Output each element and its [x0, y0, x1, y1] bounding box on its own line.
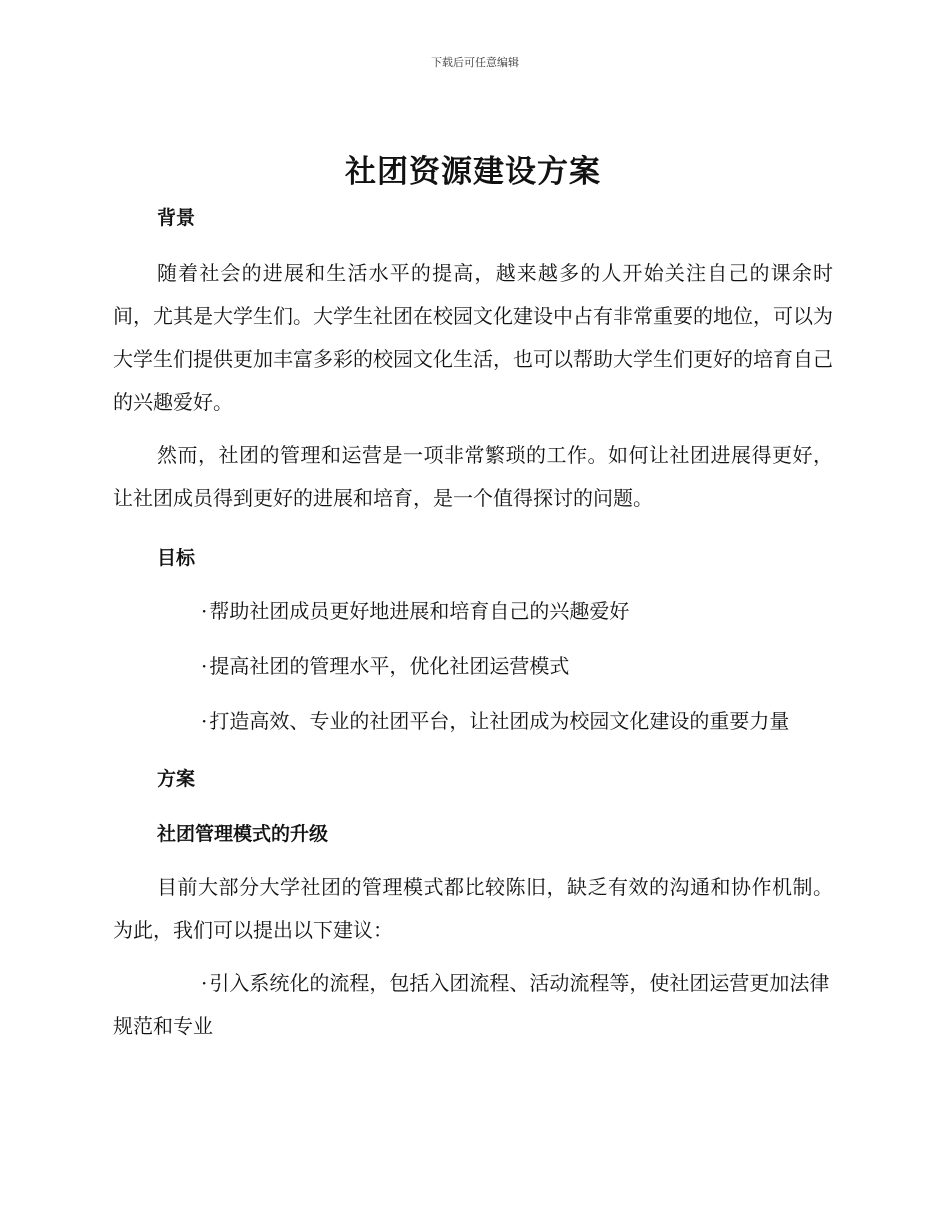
paragraph-background-2: 然而，社团的管理和运营是一项非常繁琐的工作。如何让社团进展得更好，让社团成员得到更好的进展和培育，是一个值得探讨的问题。: [113, 443, 833, 510]
goal-item-text: 帮助社团成员更好地进展和培育自己的兴趣爱好: [209, 599, 630, 623]
goal-item-2: [113, 645, 833, 688]
goal-item-text: 打造高效、专业的社团平台，让社团成为校园文化建设的重要力量: [209, 709, 790, 733]
plan-item-text: 引入系统化的流程，包括入团流程、活动流程等，使社团运营更加法律规范和专业: [113, 971, 830, 1038]
heading-plan: 方案: [157, 768, 196, 790]
plan-item-1: [113, 962, 833, 1048]
header-note: 下载后可任意编辑: [431, 56, 519, 69]
paragraph-plan-1: 目前大部分大学社团的管理模式都比较陈旧，缺乏有效的沟通和协作机制。为此，我们可以提出以下建议：: [113, 875, 833, 942]
bullet-mark: ·: [201, 599, 208, 623]
document-title: 社团资源建设方案: [345, 154, 601, 190]
heading-goal: 目标: [157, 547, 196, 569]
paragraph-background-1: 随着社会的进展和生活水平的提高，越来越多的人开始关注自己的课余时间，尤其是大学生们。大学生社团在校园文化建设中占有非常重要的地位，可以为大学生们提供更加丰富多彩的校园文化生活，也可以帮助大学生们更好的培育自己的兴趣爱好。: [113, 261, 833, 414]
bullet-mark: ·: [201, 654, 208, 678]
bullet-mark: ·: [201, 709, 208, 733]
goal-item-text: 提高社团的管理水平，优化社团运营模式: [209, 654, 570, 678]
goal-item-1: [113, 590, 833, 633]
goal-item-3: [113, 700, 833, 743]
heading-plan-sub: 社团管理模式的升级: [157, 823, 329, 845]
heading-background: 背景: [157, 207, 196, 229]
document-body: [113, 150, 833, 1048]
bullet-mark: ·: [201, 971, 208, 995]
